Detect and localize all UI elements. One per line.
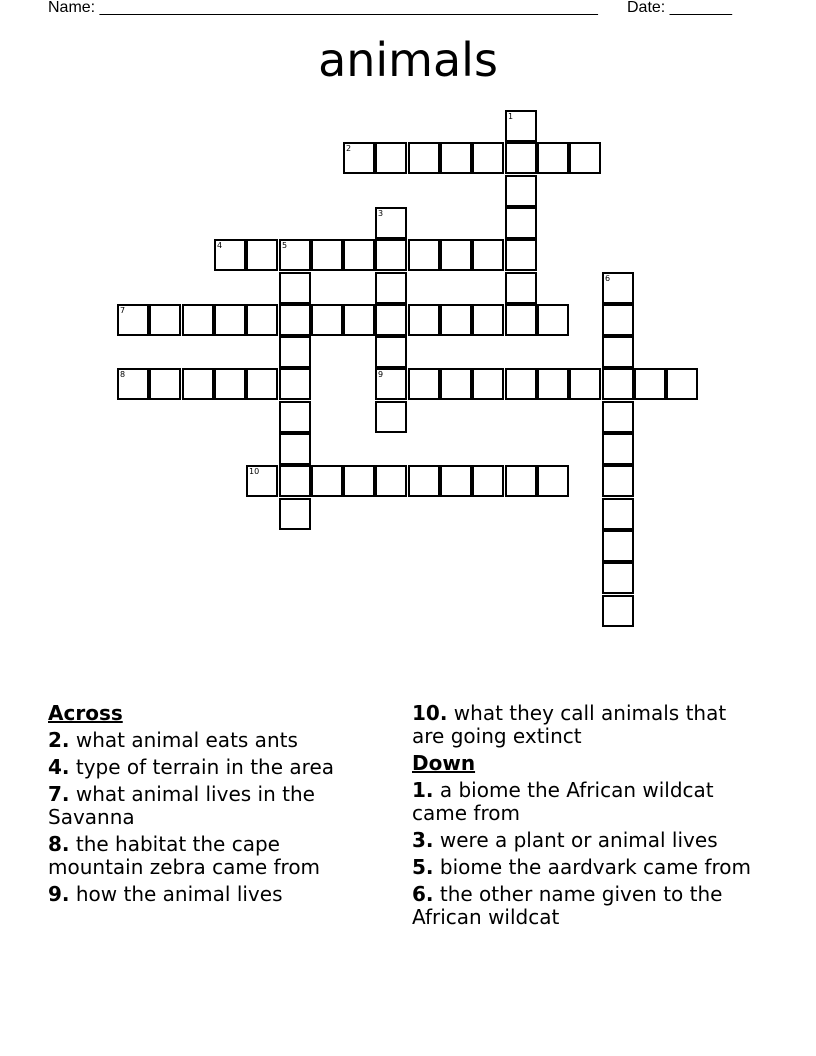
- clue-across-2: [48, 729, 368, 752]
- crossword-cell[interactable]: [602, 272, 634, 304]
- crossword-cell[interactable]: [602, 530, 634, 562]
- clue-down-1: [412, 779, 764, 825]
- crossword-cell[interactable]: [375, 465, 407, 497]
- cell-number: 9: [378, 370, 384, 379]
- clue-across-10: [412, 702, 764, 748]
- clue-down-5: [412, 856, 764, 879]
- crossword-cell[interactable]: [343, 239, 375, 271]
- crossword-cell[interactable]: [246, 368, 278, 400]
- clue-number: 6.: [412, 882, 434, 906]
- crossword-cell[interactable]: [311, 465, 343, 497]
- across-heading: Across: [48, 701, 123, 725]
- crossword-cell[interactable]: [569, 368, 601, 400]
- crossword-cell[interactable]: [602, 368, 634, 400]
- cell-number: 6: [605, 274, 611, 283]
- crossword-cell[interactable]: [602, 465, 634, 497]
- crossword-cell[interactable]: [440, 368, 472, 400]
- crossword-cell[interactable]: [182, 304, 214, 336]
- crossword-cell[interactable]: [440, 142, 472, 174]
- crossword-cell[interactable]: [279, 368, 311, 400]
- crossword-cell[interactable]: [279, 465, 311, 497]
- clue-text: what animal eats ants: [69, 728, 298, 752]
- crossword-cell[interactable]: [440, 304, 472, 336]
- crossword-cell[interactable]: [408, 142, 440, 174]
- crossword-cell[interactable]: [666, 368, 698, 400]
- crossword-cell[interactable]: [375, 368, 407, 400]
- cell-number: 3: [378, 209, 384, 218]
- clue-number: 2.: [48, 728, 70, 752]
- cell-number: 1: [508, 112, 514, 121]
- crossword-cell[interactable]: [279, 304, 311, 336]
- cell-number: 5: [282, 241, 288, 250]
- crossword-cell[interactable]: [602, 498, 634, 530]
- crossword-cell[interactable]: [117, 368, 149, 400]
- crossword-cell[interactable]: [117, 304, 149, 336]
- crossword-cell[interactable]: [279, 401, 311, 433]
- clue-across-7: [48, 783, 368, 829]
- crossword-cell[interactable]: [246, 304, 278, 336]
- clue-down-6: [412, 883, 764, 929]
- crossword-cell[interactable]: [149, 368, 181, 400]
- clue-text: a biome the African wildcat came from: [412, 778, 714, 825]
- crossword-cell[interactable]: [505, 368, 537, 400]
- clue-number: 3.: [412, 828, 434, 852]
- crossword-cell[interactable]: [602, 595, 634, 627]
- crossword-cell[interactable]: [505, 110, 537, 142]
- crossword-cell[interactable]: [343, 465, 375, 497]
- crossword-cell[interactable]: [505, 175, 537, 207]
- crossword-cell[interactable]: [375, 401, 407, 433]
- crossword-cell[interactable]: [214, 368, 246, 400]
- clue-text: what animal lives in the Savanna: [48, 782, 315, 829]
- clue-across-9: [48, 883, 368, 906]
- crossword-cell[interactable]: [505, 272, 537, 304]
- clue-text: were a plant or animal lives: [433, 828, 718, 852]
- clue-text: the other name given to the African wildcat: [412, 882, 723, 929]
- clue-number: 4.: [48, 755, 70, 779]
- crossword-cell[interactable]: [408, 465, 440, 497]
- cell-number: 10: [249, 467, 260, 476]
- crossword-cell[interactable]: [408, 239, 440, 271]
- cell-number: 7: [120, 306, 126, 315]
- cell-number: 2: [346, 144, 352, 153]
- crossword-cell[interactable]: [149, 304, 181, 336]
- cell-number: 8: [120, 370, 126, 379]
- crossword-cell[interactable]: [375, 142, 407, 174]
- crossword-cell[interactable]: [408, 304, 440, 336]
- crossword-cell[interactable]: [375, 336, 407, 368]
- crossword-cell[interactable]: [279, 272, 311, 304]
- crossword-cell[interactable]: [343, 304, 375, 336]
- clue-text: biome the aardvark came from: [433, 855, 751, 879]
- clue-number: 5.: [412, 855, 434, 879]
- crossword-cell[interactable]: [214, 239, 246, 271]
- crossword-cell[interactable]: [569, 142, 601, 174]
- crossword-cell[interactable]: [602, 401, 634, 433]
- crossword-cell[interactable]: [408, 368, 440, 400]
- crossword-cell[interactable]: [505, 304, 537, 336]
- clue-number: 1.: [412, 778, 434, 802]
- clue-text: what they call animals that are going extinct: [412, 701, 727, 748]
- clues-right-column: [412, 702, 764, 933]
- crossword-cell[interactable]: [505, 207, 537, 239]
- crossword-cell[interactable]: [279, 239, 311, 271]
- clue-text: how the animal lives: [69, 882, 283, 906]
- cell-number: 4: [217, 241, 223, 250]
- date-field-label: Date: _______: [627, 0, 732, 16]
- crossword-cell[interactable]: [472, 239, 504, 271]
- crossword-cell[interactable]: [311, 239, 343, 271]
- clue-across-4: [48, 756, 368, 779]
- crossword-cell[interactable]: [537, 142, 569, 174]
- crossword-cell[interactable]: [375, 304, 407, 336]
- crossword-cell[interactable]: [440, 465, 472, 497]
- crossword-cell[interactable]: [602, 336, 634, 368]
- clue-number: 8.: [48, 832, 70, 856]
- crossword-cell[interactable]: [279, 498, 311, 530]
- crossword-cell[interactable]: [182, 368, 214, 400]
- page-title: animals: [318, 33, 498, 87]
- crossword-cell[interactable]: [634, 368, 666, 400]
- crossword-cell[interactable]: [602, 562, 634, 594]
- crossword-cell[interactable]: [602, 304, 634, 336]
- clue-down-3: [412, 829, 764, 852]
- clue-number: 9.: [48, 882, 70, 906]
- name-field-label: Name: ________________________________________________________: [48, 0, 598, 16]
- crossword-cell[interactable]: [440, 239, 472, 271]
- crossword-cell[interactable]: [214, 304, 246, 336]
- crossword-cell[interactable]: [246, 239, 278, 271]
- crossword-cell[interactable]: [279, 336, 311, 368]
- crossword-cell[interactable]: [602, 433, 634, 465]
- crossword-cell[interactable]: [472, 465, 504, 497]
- clue-number: 7.: [48, 782, 70, 806]
- crossword-cell[interactable]: [537, 304, 569, 336]
- crossword-cell[interactable]: [505, 142, 537, 174]
- crossword-cell[interactable]: [375, 207, 407, 239]
- crossword-cell[interactable]: [505, 239, 537, 271]
- crossword-cell[interactable]: [472, 142, 504, 174]
- crossword-cell[interactable]: [279, 433, 311, 465]
- crossword-cell[interactable]: [375, 272, 407, 304]
- crossword-cell[interactable]: [311, 304, 343, 336]
- down-heading: Down: [412, 751, 476, 775]
- crossword-cell[interactable]: [343, 142, 375, 174]
- clue-number: 10.: [412, 701, 448, 725]
- crossword-cell[interactable]: [246, 465, 278, 497]
- clues-left-column: [48, 702, 368, 910]
- clue-across-8: [48, 833, 368, 879]
- crossword-cell[interactable]: [472, 304, 504, 336]
- crossword-cell[interactable]: [472, 368, 504, 400]
- crossword-cell[interactable]: [537, 368, 569, 400]
- crossword-cell[interactable]: [505, 465, 537, 497]
- crossword-cell[interactable]: [375, 239, 407, 271]
- clue-text: type of terrain in the area: [69, 755, 334, 779]
- clue-text: the habitat the cape mountain zebra came from: [48, 832, 321, 879]
- crossword-cell[interactable]: [537, 465, 569, 497]
